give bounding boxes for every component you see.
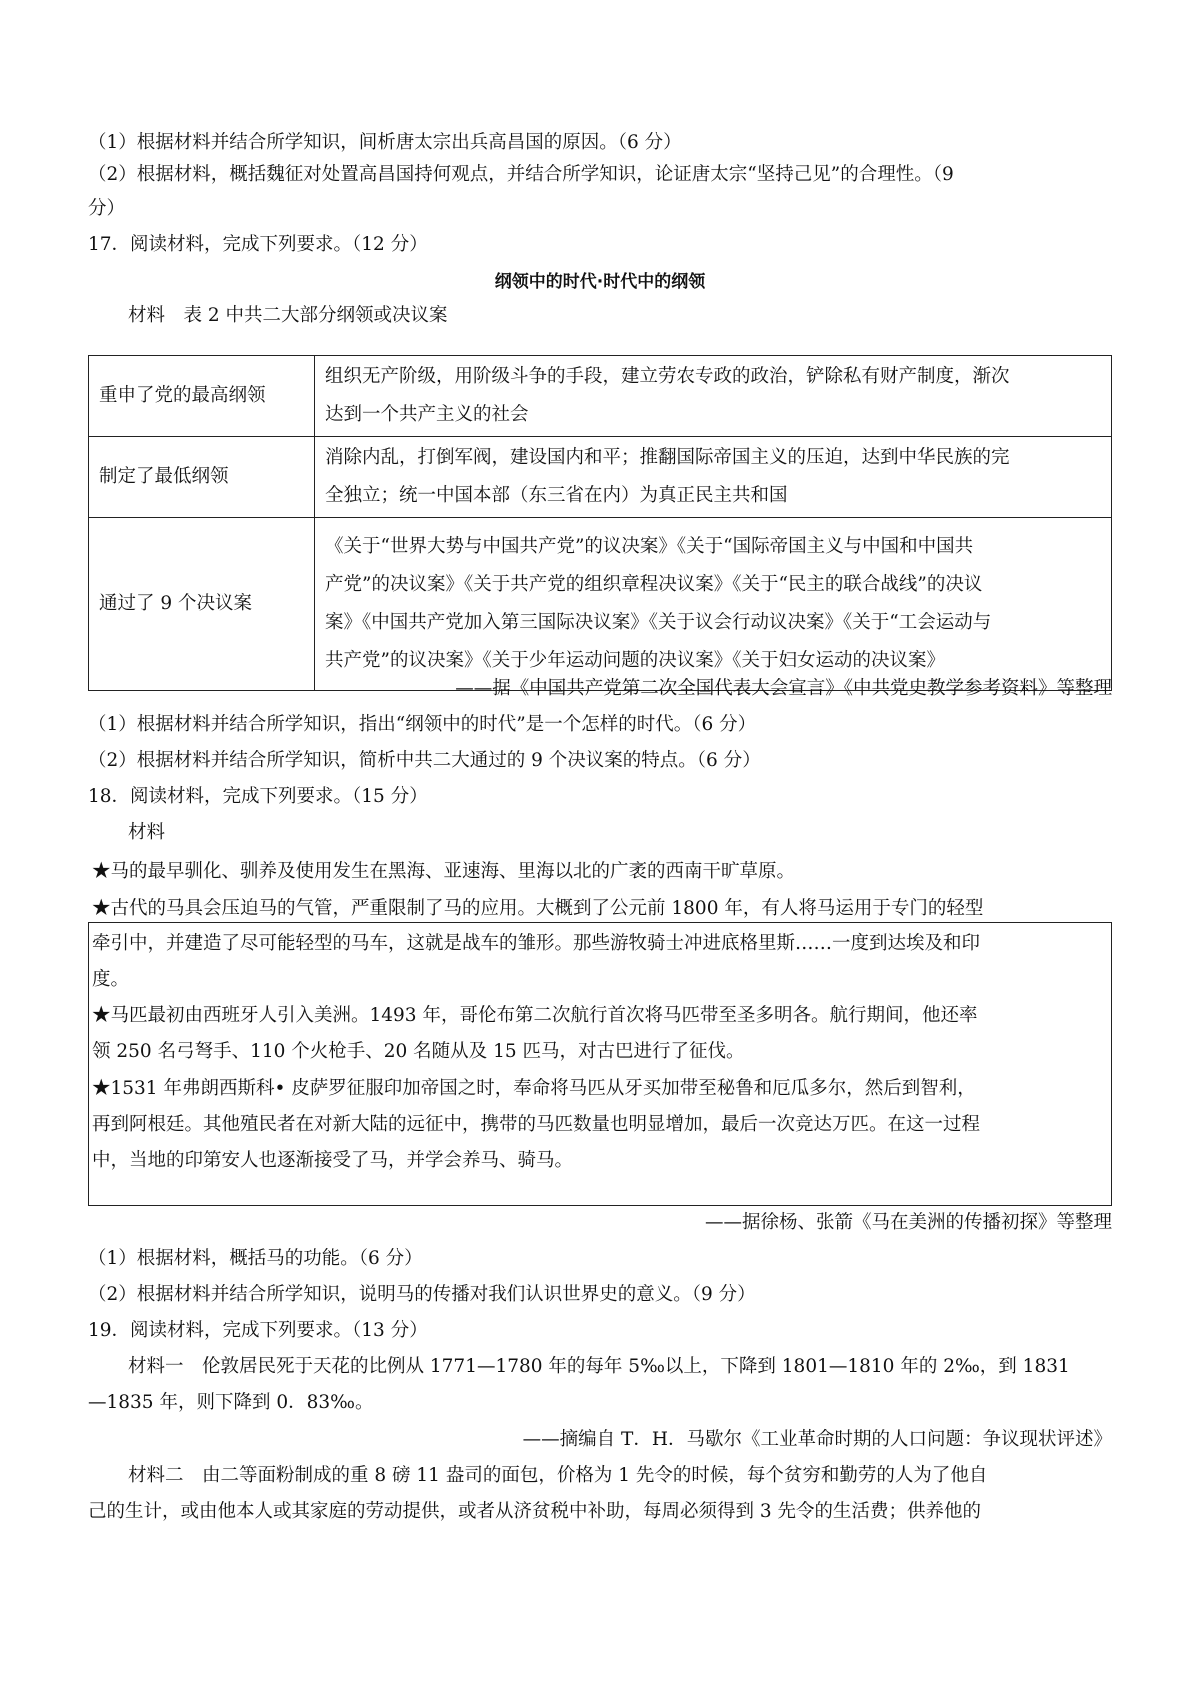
q17-title: 纲领中的时代·时代中的纲领 xyxy=(494,272,706,292)
cell-line: 共产党”的议决案》《关于少年运动问题的决议案》《关于妇女运动的决议案》 xyxy=(325,650,945,671)
table-cell-item: 重申了党的最高纲领 xyxy=(89,356,315,437)
q18-line: 领 250 名弓弩手、110 个火枪手、20 名随从及 15 匹马，对古巴进行了征伐。 xyxy=(92,1041,745,1062)
cell-line: 案》《中国共产党加入第三国际决议案》《关于议会行动议决案》《关于“工会运动与 xyxy=(325,612,992,633)
q18-line: 中，当地的印第安人也逐渐接受了马，并学会养马、骑马。 xyxy=(92,1150,574,1171)
q16-sub2: （2）根据材料，概括魏征对处置高昌国持何观点，并结合所学知识，论证唐太宗“坚持己见”的合理性。（9 xyxy=(88,164,954,185)
q19-stem: 19．阅读材料，完成下列要求。（13 分） xyxy=(88,1320,428,1341)
q17-stem: 17．阅读材料，完成下列要求。（12 分） xyxy=(88,234,428,255)
cell-line: 组织无产阶级，用阶级斗争的手段，建立劳农专政的政治，铲除私有财产制度，渐次 xyxy=(325,366,1010,387)
cell-line: 《关于“世界大势与中国共产党”的议决案》《关于“国际帝国主义与中国和中国共 xyxy=(325,536,974,557)
cell-line: 消除内乱，打倒军阀，建设国内和平；推翻国际帝国主义的压迫，达到中华民族的完 xyxy=(325,447,1010,468)
table-cell-content xyxy=(315,518,1112,691)
q18-material-label: 材料 xyxy=(128,822,166,843)
cell-line: 达到一个共产主义的社会 xyxy=(325,404,529,425)
q18-line: 度。 xyxy=(92,969,130,990)
table-row xyxy=(89,518,1112,691)
q17-sub1: （1）根据材料并结合所学知识，指出“纲领中的时代”是一个怎样的时代。（6 分） xyxy=(88,714,757,735)
q18-line: ★1531 年弗朗西斯科• 皮萨罗征服印加帝国之时，奉命将马匹从牙买加带至秘鲁和厄瓜多尔，然后到智利， xyxy=(92,1078,976,1099)
q18-line: ★马的最早驯化、驯养及使用发生在黑海、亚速海、里海以北的广袤的西南干旷草原。 xyxy=(92,861,796,882)
q16-sub1: （1）根据材料并结合所学知识，间析唐太宗出兵高昌国的原因。（6 分） xyxy=(88,132,682,153)
table-row xyxy=(89,356,1112,437)
q17-sub2: （2）根据材料并结合所学知识，简析中共二大通过的 9 个决议案的特点。（6 分） xyxy=(88,750,761,771)
table-row xyxy=(89,437,1112,518)
q18-line: ★马匹最初由西班牙人引入美洲。1493 年，哥伦布第二次航行首次将马匹带至圣多明各。航行期间，他还率 xyxy=(92,1005,978,1026)
q18-stem: 18．阅读材料，完成下列要求。（15 分） xyxy=(88,786,428,807)
q17-material-label: 材料 表 2 中共二大部分纲领或决议案 xyxy=(128,305,448,326)
q18-line: 牵引中，并建造了尽可能轻型的马车，这就是战车的雏形。那些游牧骑士冲进底格里斯……一度到达埃及和印 xyxy=(92,933,981,954)
q18-source: ——据徐杨、张箭《马在美洲的传播初探》等整理 xyxy=(704,1212,1112,1233)
q18-sub2: （2）根据材料并结合所学知识，说明马的传播对我们认识世界史的意义。（9 分） xyxy=(88,1284,756,1305)
q19-material1: 材料一 伦敦居民死于天花的比例从 1771—1780 年的每年 5‰以上，下降到 1801—1810 年的 2‰，到 1831 xyxy=(128,1356,1070,1377)
q18-sub1: （1）根据材料，概括马的功能。（6 分） xyxy=(88,1248,423,1269)
table-cell-content xyxy=(315,356,1112,437)
cell-line: 产党”的决议案》《关于共产党的组织章程决议案》《关于“民主的联合战线”的决议 xyxy=(325,574,983,595)
program-table xyxy=(88,355,1112,691)
q19-material2-cont: 己的生计，或由他本人或其家庭的劳动提供，或者从济贫税中补助，每周必须得到 3 先令的生活费；供养他的 xyxy=(88,1501,982,1522)
q19-source1: ——摘编自 T．H．马歇尔《工业革命时期的人口问题：争议现状评述》 xyxy=(522,1429,1112,1450)
table-cell-item: 制定了最低纲领 xyxy=(89,437,315,518)
cell-line: 全独立；统一中国本部（东三省在内）为真正民主共和国 xyxy=(325,485,788,506)
q17-source: ——据《中国共产党第二次全国代表大会宣言》《中共党史教学参考资料》等整理 xyxy=(455,678,1112,699)
table-cell-item: 通过了 9 个决议案 xyxy=(89,518,315,691)
q19-material2: 材料二 由二等面粉制成的重 8 磅 11 盎司的面包，价格为 1 先令的时候，每个贫穷和勤劳的人为了他自 xyxy=(128,1465,988,1486)
q18-line: ★古代的马具会压迫马的气管，严重限制了马的应用。大概到了公元前 1800 年，有人将马运用于专门的轻型 xyxy=(92,898,984,919)
q18-line: 再到阿根廷。其他殖民者在对新大陆的远征中，携带的马匹数量也明显增加，最后一次竞达万匹。在这一过程 xyxy=(92,1114,981,1135)
table-cell-content xyxy=(315,437,1112,518)
q19-material1-cont: —1835 年，则下降到 0．83‰。 xyxy=(88,1392,374,1413)
q16-sub2-cont: 分） xyxy=(88,198,126,219)
